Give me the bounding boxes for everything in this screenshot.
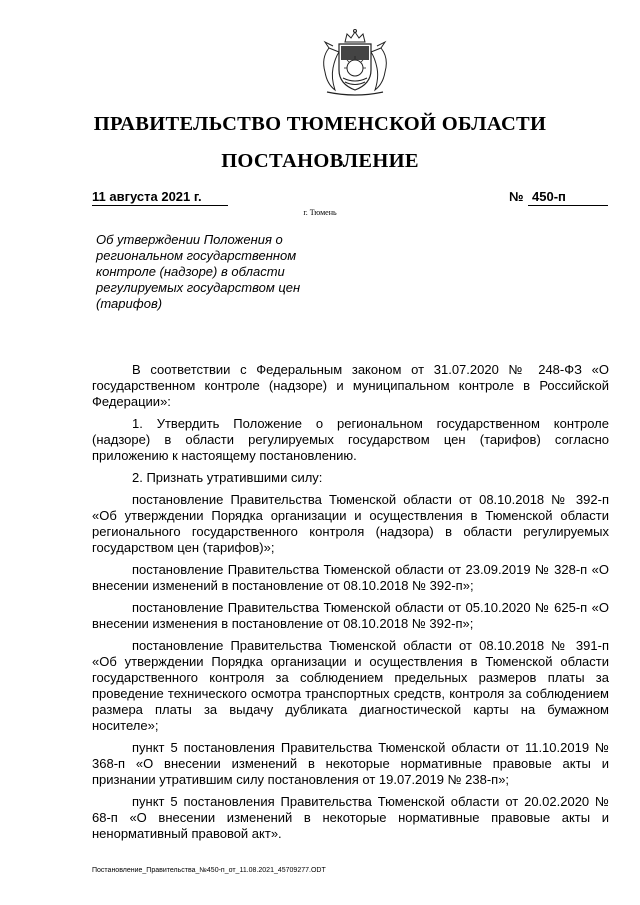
document-subject: Об утверждении Положения о региональном государственном контроле (надзоре) в области регулируемых государством цен (тарифов) [96,232,301,311]
paragraph-repeal-6: пункт 5 постановления Правительства Тюменской области от 20.02.2020 № 68-п «О внесении изменений в некоторые нормативные правовые акты и ненормативный правовой акт». [92,794,609,841]
city: г. Тюмень [303,208,337,217]
government-name: ПРАВИТЕЛЬСТВО ТЮМЕНСКОЙ ОБЛАСТИ [93,113,547,135]
document-number: 450-п [528,189,608,206]
paragraph-repeal-4: постановление Правительства Тюменской области от 08.10.2018 № 391-п «Об утверждении Порядка организации и осуществления в Тюменской области государственного контроля за соблюдением предельных размеров платы за проведение технического осмотра транспортных средств, контроля за соблюдением размера платы за выдачу дубликата диагностической карты на бумажном носителе»; [92,638,609,733]
paragraph-item-1: 1. Утвердить Положение о региональном государственном контроле (надзоре) в области регулируемых государством цен (тарифов) согласно приложению к настоящему постановлению. [92,416,609,463]
document-date: 11 августа 2021 г. [92,189,228,206]
document-body [92,362,609,848]
number-sign: № [509,189,524,204]
document-type: ПОСТАНОВЛЕНИЕ [221,150,419,172]
coat-of-arms-icon [315,28,395,100]
paragraph-item-2: 2. Признать утратившими силу: [132,470,323,485]
paragraph-repeal-3: постановление Правительства Тюменской области от 05.10.2020 № 625-п «О внесении изменения в постановление от 08.10.2018 № 392-п»; [92,600,609,631]
paragraph-repeal-1: постановление Правительства Тюменской области от 08.10.2018 № 392-п «Об утверждении Порядка организации и осуществления в Тюменской области регионального государственного контроля (надзора) в области регулируемых государством цен (тарифов)»; [92,492,609,555]
file-footer: Постановление_Правительства_№450-п_от_11.08.2021_45709277.ODT [92,867,326,874]
paragraph-repeal-2: постановление Правительства Тюменской области от 23.09.2019 № 328-п «О внесении изменений в постановление от 08.10.2018 № 392-п»; [92,562,609,593]
paragraph-repeal-5: пункт 5 постановления Правительства Тюменской области от 11.10.2019 № 368-п «О внесении изменений в некоторые нормативные правовые акты и признании утратившим силу постановления от 19.07.2019 № 238-п»; [92,740,609,787]
paragraph-preamble: В соответствии с Федеральным законом от 31.07.2020 № 248-ФЗ «О государственном контроле (надзоре) и муниципальном контроле в Российской Федерации»: [92,362,609,409]
